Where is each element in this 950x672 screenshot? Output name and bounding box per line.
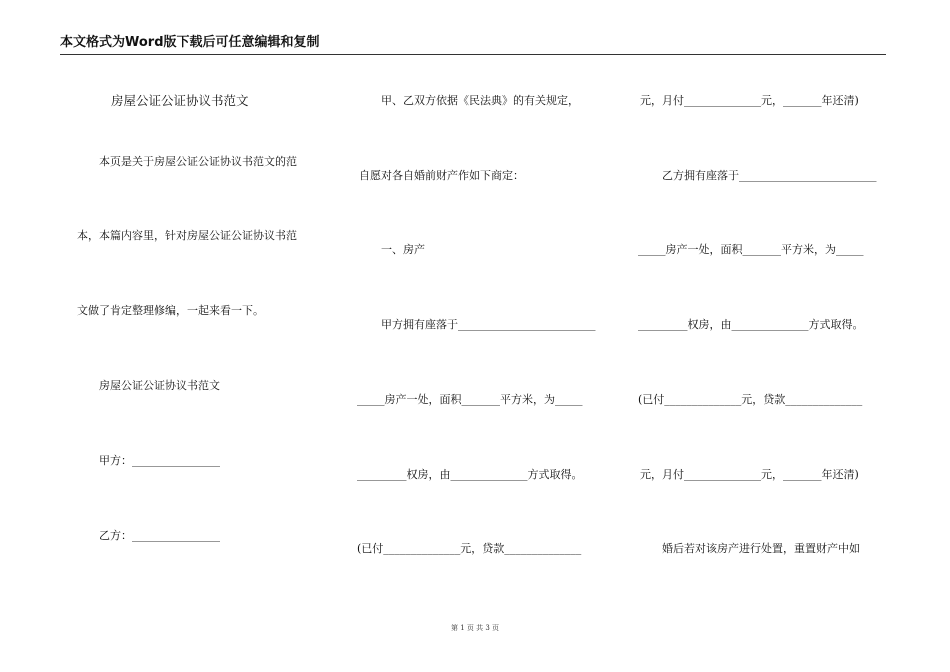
text-line: _____房产一处，面积_______平方米，为_____ [638,243,864,256]
party-a-line: 甲方：________________ [99,454,220,467]
text-line: 文做了肯定整理修编，一起来看一下。 [77,304,264,317]
text-line: 元，月付______________元，_______年还清) [640,468,859,481]
text-line: (已付______________元，贷款______________ [357,542,582,555]
column-2 [357,0,607,672]
page-footer: 第 1 页 共 3 页 [450,624,500,632]
text-line: (已付______________元，贷款______________ [638,393,863,406]
header-title: 本文格式为Word版下载后可任意编辑和复制 [60,35,320,50]
text-line: 房屋公证公证协议书范文 [99,379,220,392]
text-line: _________权房，由______________方式取得。 [638,318,864,331]
text-line: 本页是关于房屋公证公证协议书范文的范 [99,155,297,168]
text-line: _________权房，由______________方式取得。 [357,468,583,481]
text-line: 本，本篇内容里，针对房屋公证公证协议书范 [77,229,297,242]
text-line: 自愿对各自婚前财产作如下商定： [359,169,524,182]
section-heading: 一、房产 [381,243,425,256]
party-b-line: 乙方：________________ [99,529,220,542]
text-line: 甲、乙双方依据《民法典》的有关规定， [381,94,579,107]
document-title: 房屋公证公证协议书范文 [111,93,249,108]
text-line: 元，月付______________元，_______年还清) [640,94,859,107]
text-line: 甲方拥有座落于_________________________ [381,318,596,331]
column-3 [638,0,888,672]
column-1 [77,0,322,672]
text-line: 乙方拥有座落于_________________________ [662,169,877,182]
text-line: _____房产一处，面积_______平方米，为_____ [357,393,583,406]
text-line: 婚后若对该房产进行处置，重置财产中如 [662,542,860,555]
